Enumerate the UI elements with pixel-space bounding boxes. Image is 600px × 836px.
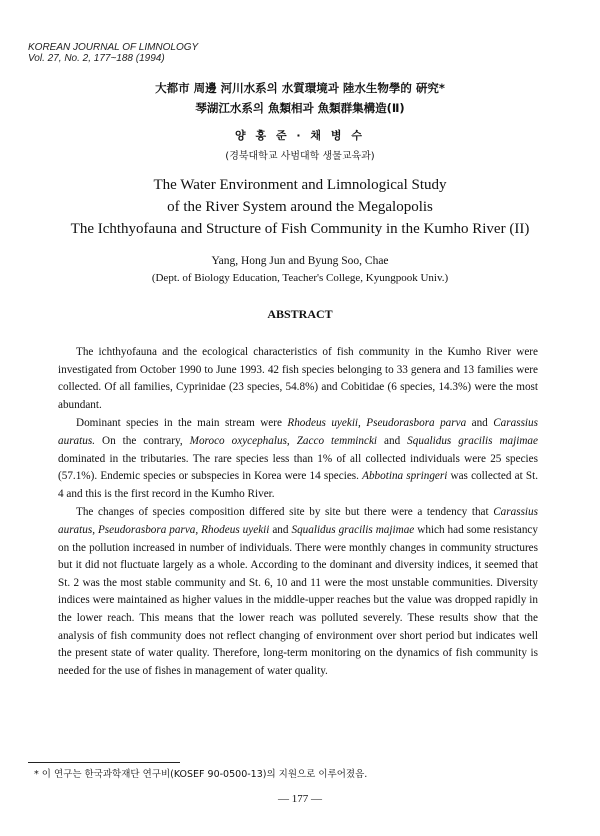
footnote-divider [28,762,180,763]
page-number: — 177 — [278,793,322,805]
abstract-body [58,344,538,681]
abstract-paragraph-3 [58,504,538,680]
text-run: The changes of species composition differed site by site but there were a tendency that [76,506,494,519]
journal-header [28,42,198,64]
text-run: and [466,417,494,430]
species-name: Abbotina springeri [362,470,448,483]
species-name: Moroco oxycephalus, Zacco temmincki [189,434,378,447]
journal-name: KOREAN JOURNAL OF LIMNOLOGY [28,42,199,53]
footnote: * 이 연구는 한국과학재단 연구비(KOSEF 90-0500-13)의 지원으로 이루어졌음. [34,769,368,780]
species-name: Squalidus gracilis majimae [407,434,538,447]
text-run: and [377,434,408,447]
text-run: and [269,523,292,536]
english-title-line3: The Ichthyofauna and Structure of Fish Community in the Kumho River (II) [70,221,530,237]
species-name: Squalidus gracilis majimae [291,523,415,536]
english-title-line1: The Water Environment and Limnological Study [153,177,447,193]
abstract-heading: ABSTRACT [267,307,333,321]
species-name: Carassius auratus. [58,417,538,447]
korean-authors: 양 홍 준 · 채 병 수 [235,129,365,142]
text-run: was collected at St. 4 and this is the first record in the Kumho River. [58,470,538,500]
text-run: which had some resistancy on the pollution increased in number of individuals. There were monthly changes in community structures but it did not fluctuate largely as a whole. According to the dominant and diversity indices, it seemed that St. 2 was the most stable community and St. 6, 10 and 11 were the most unstable communities. Diversity indices were maintained as higher values in the middle-upper reaches but the value was dropped rapidly in the lower reach. This means that the lower reach was polluted severely. These results show that the analysis of fish community does not reflect changing of environment over short period but indicates well the present state of water quality. Therefore, long-term monitoring on the dynamics of fish community is needed for the use of fishes in management of water quality. [58,523,538,677]
korean-affiliation: (경북대학교 사범대학 생물교육과) [225,151,375,162]
korean-title-line2: 琴湖江水系의 魚類相과 魚類群集構造(Ⅱ) [195,101,405,115]
english-affiliation: (Dept. of Biology Education, Teacher's College, Kyungpook Univ.) [151,272,449,284]
english-title-line2: of the River System around the Megalopolis [167,199,433,215]
species-name: Rhodeus uyekii, Pseudorasbora parva [287,417,467,430]
korean-title-line1: 大都市 周邊 河川水系의 水質環境과 陸水生物學的 硏究* [155,81,445,95]
text-run: Dominant species in the main stream were [76,417,288,430]
text-run: On the contrary, [95,434,190,447]
abstract-paragraph-2 [58,415,538,503]
abstract-paragraph-1: The ichthyofauna and the ecological characteristics of fish community in the Kumho River were investigated from October 1990 to June 1993. 42 fish species belonging to 33 genera and 13 families were collected. Of all families, Cyprinidae (23 species, 54.8%) and Cobitidae (6 species, 14.3%) were the most abundant. [58,346,538,411]
journal-volume: Vol. 27, No. 2, 177~188 (1994) [28,53,165,64]
species-name: Carassius auratus, Pseudorasbora parva, Rhodeus uyekii [58,506,538,536]
english-authors: Yang, Hong Jun and Byung Soo, Chae [211,255,389,267]
text-run: dominated in the tributaries. The rare species less than 1% of all collected individuals were 25 species (57.1%). Endemic species or subspecies in Korea were 14 species. [58,452,538,483]
